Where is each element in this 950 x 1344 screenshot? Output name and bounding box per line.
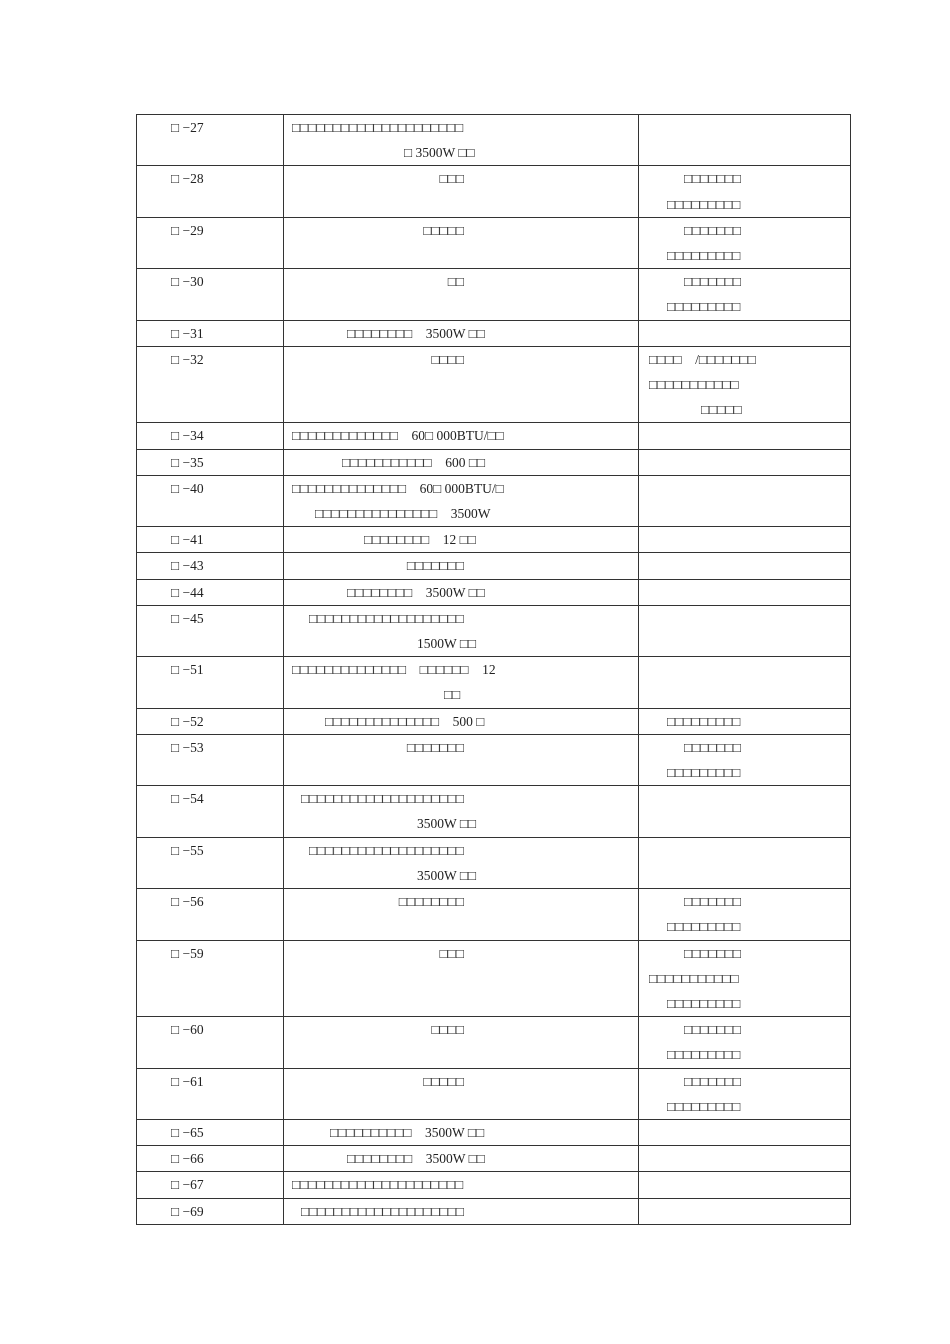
remarks-cell [639,1017,851,1068]
description-line: □□□□□□□□□□□□□□□□□□□□□ [292,1177,464,1193]
remarks-cell [639,115,851,166]
description-line: □□□□□□□□□□□□□□□□□□□□ [301,1203,465,1219]
table-row [137,657,851,708]
description-line: □□□□□□□□ 3500W □□ [347,325,485,341]
item-code-cell [137,1119,284,1145]
description-line: □□□□□□□□ 3500W □□ [347,584,485,600]
item-code: □ −30 [171,274,204,290]
description-cell [284,605,639,656]
description-line: □□□□□□□ [406,739,464,755]
description-cell [284,115,639,166]
remarks-line: □□□□□□□□□ [667,248,741,264]
remarks-cell [639,475,851,526]
item-code-cell [137,786,284,837]
item-code-cell [137,423,284,449]
item-code: □ −34 [171,428,204,444]
remarks-cell [639,1119,851,1145]
remarks-cell [639,734,851,785]
description-cell [284,449,639,475]
remarks-cell [639,657,851,708]
description-line: 1500W □□ [417,636,477,652]
description-line: □□□□□□□□ 12 □□ [364,532,476,548]
item-code-cell [137,1198,284,1224]
remarks-line: □□□□□□□□□□□ [649,377,739,393]
item-code-cell [137,889,284,940]
equipment-table [136,114,851,1225]
item-code-cell [137,940,284,1017]
description-line: □□□□□□□□□□□□□□□□□□□□ [301,791,465,807]
empty-line [639,553,850,578]
description-line: □□□□□□□□□□□□□□ □□□□□□ 12 [292,662,496,678]
item-code-cell [137,579,284,605]
remarks-line: □□□□□□□□□ [667,713,741,729]
description-line: □□□□□□□□ 3500W □□ [347,1151,485,1167]
item-code: □ −66 [171,1151,204,1167]
item-code: □ −52 [171,713,204,729]
item-code-cell [137,657,284,708]
table-row [137,269,851,320]
description-cell [284,1068,639,1119]
empty-line [639,476,850,501]
remarks-cell [639,1172,851,1198]
remarks-line: □□□□□□□ [684,945,742,961]
item-code: □ −43 [171,558,204,574]
remarks-line: □□□□□□□□□ [667,1098,741,1114]
remarks-cell [639,1198,851,1224]
description-line: □□□□□□□□□□□ 600 □□ [342,454,486,470]
table-row [137,217,851,268]
item-code-cell [137,346,284,423]
empty-line [639,657,850,682]
remarks-line: □□□□□□□ [684,222,742,238]
item-code-cell [137,115,284,166]
description-line: □ 3500W □□ [404,145,475,161]
remarks-cell [639,837,851,888]
empty-line [639,1146,850,1171]
remarks-line: □□□□□□□□□ [667,1047,741,1063]
description-cell [284,1017,639,1068]
description-cell [284,940,639,1017]
table-row [137,527,851,553]
item-code-cell [137,527,284,553]
remarks-line: □□□□□□□ [684,171,742,187]
description-line: □□□ [439,945,464,961]
remarks-cell [639,423,851,449]
empty-line [639,321,850,346]
item-code: □ −54 [171,791,204,807]
table-row [137,837,851,888]
description-cell [284,708,639,734]
description-line: □□□□□□□ [406,558,464,574]
item-code: □ −35 [171,454,204,470]
table-row [137,708,851,734]
table-row [137,346,851,423]
description-cell [284,1119,639,1145]
description-cell [284,346,639,423]
item-code: □ −29 [171,222,204,238]
item-code: □ −67 [171,1177,204,1193]
item-code: □ −53 [171,739,204,755]
description-cell [284,423,639,449]
description-line: □□□□□ [423,1073,464,1089]
item-code: □ −61 [171,1073,204,1089]
remarks-cell [639,1146,851,1172]
remarks-line: □□□□□□□□□ [667,919,741,935]
remarks-line: □□□□□□□ [684,274,742,290]
item-code-cell [137,605,284,656]
remarks-line: □□□□□□□ [684,739,742,755]
table-row [137,1068,851,1119]
empty-line [639,527,850,552]
table-row [137,423,851,449]
description-cell [284,269,639,320]
item-code-cell [137,837,284,888]
item-code-cell [137,734,284,785]
description-cell [284,889,639,940]
description-line: □□□□□□□□□□□□□□□□□□□□□ [292,120,464,135]
table-row [137,115,851,166]
description-cell [284,1146,639,1172]
empty-line [639,450,850,475]
table-row [137,889,851,940]
description-cell [284,553,639,579]
table-body [137,115,851,1225]
item-code-cell [137,1017,284,1068]
remarks-line: □□□□□ [701,402,742,418]
table-row [137,166,851,217]
item-code-cell [137,1068,284,1119]
description-line: □□□□□□□□□□ 3500W □□ [330,1124,485,1140]
description-cell [284,579,639,605]
remarks-cell [639,708,851,734]
description-line: □□□ [439,171,464,187]
item-code-cell [137,553,284,579]
table-row [137,734,851,785]
description-line: □□ [447,274,464,290]
empty-line [639,1199,850,1224]
remarks-cell [639,786,851,837]
description-line: □□□□□□□□□□□□□ 60□ 000BTU/□□ [292,428,504,444]
table-row [137,1119,851,1145]
description-line: □□□□ [431,351,464,367]
table-row [137,1146,851,1172]
item-code: □ −45 [171,610,204,626]
remarks-cell [639,320,851,346]
table-row [137,449,851,475]
description-line: □□□□□□□□□□□□□□□□□□□ [309,610,464,626]
remarks-cell [639,217,851,268]
description-cell [284,527,639,553]
table-row [137,579,851,605]
item-code: □ −55 [171,842,204,858]
item-code: □ −41 [171,532,204,548]
item-code: □ −40 [171,480,204,496]
item-code-cell [137,475,284,526]
item-code: □ −32 [171,351,204,367]
item-code-cell [137,320,284,346]
remarks-line: □□□□□□□□□ [667,196,741,212]
remarks-cell [639,166,851,217]
empty-line [639,423,850,448]
description-line: 3500W □□ [417,867,477,883]
description-cell [284,786,639,837]
remarks-line: □□□□ /□□□□□□□ [649,351,756,367]
empty-line [639,580,850,605]
item-code: □ −65 [171,1124,204,1140]
table-row [137,320,851,346]
remarks-line: □□□□□□□□□ [667,299,741,315]
item-code: □ −60 [171,1022,204,1038]
description-cell [284,217,639,268]
description-cell [284,1172,639,1198]
table-row [137,605,851,656]
description-cell [284,657,639,708]
description-line: □□□□□ [423,222,464,238]
description-cell [284,734,639,785]
remarks-line: □□□□□□□□□ [667,995,741,1011]
table-row [137,1172,851,1198]
item-code-cell [137,449,284,475]
item-code: □ −44 [171,584,204,600]
remarks-cell [639,346,851,423]
remarks-cell [639,553,851,579]
remarks-line: □□□□□□□ [684,894,742,910]
item-code: □ −28 [171,171,204,187]
remarks-line: □□□□□□□□□□□ [649,970,739,986]
item-code: □ −51 [171,662,204,678]
description-cell [284,1198,639,1224]
table-row [137,1017,851,1068]
table-row [137,475,851,526]
description-line: □□□□□□□□□□□□□□ 60□ 000BTU/□ [292,480,504,496]
remarks-line: □□□□□□□□□ [667,765,741,781]
description-line: □□□□□□□□□□□□□□□ 3500W [315,506,491,522]
item-code-cell [137,1172,284,1198]
empty-line [639,1120,850,1145]
item-code-cell [137,217,284,268]
remarks-cell [639,1068,851,1119]
item-code: □ −69 [171,1203,204,1219]
description-line: □□□□□□□□□□□□□□□□□□□ [309,842,464,858]
remarks-cell [639,889,851,940]
table-row [137,553,851,579]
item-code-cell [137,166,284,217]
description-cell [284,320,639,346]
item-code: □ −59 [171,945,204,961]
empty-line [639,1172,850,1197]
description-line: □□□□□□□□□□□□□□ 500 □ [325,713,485,729]
remarks-cell [639,940,851,1017]
empty-line [639,606,850,631]
item-code-cell [137,269,284,320]
item-code: □ −56 [171,894,204,910]
item-code: □ −27 [171,120,204,135]
description-line: □□ [444,687,461,703]
remarks-cell [639,527,851,553]
empty-line [639,838,850,863]
description-cell [284,475,639,526]
description-cell [284,166,639,217]
table-row [137,786,851,837]
remarks-cell [639,449,851,475]
description-cell [284,837,639,888]
description-line: □□□□ [431,1022,464,1038]
empty-line [639,115,850,140]
remarks-line: □□□□□□□ [684,1073,742,1089]
table-row [137,1198,851,1224]
remarks-cell [639,579,851,605]
item-code-cell [137,1146,284,1172]
table-row [137,940,851,1017]
remarks-cell [639,605,851,656]
description-line: □□□□□□□□ [398,894,464,910]
remarks-cell [639,269,851,320]
remarks-line: □□□□□□□ [684,1022,742,1038]
description-line: 3500W □□ [417,816,477,832]
empty-line [639,786,850,811]
item-code-cell [137,708,284,734]
item-code: □ −31 [171,325,204,341]
